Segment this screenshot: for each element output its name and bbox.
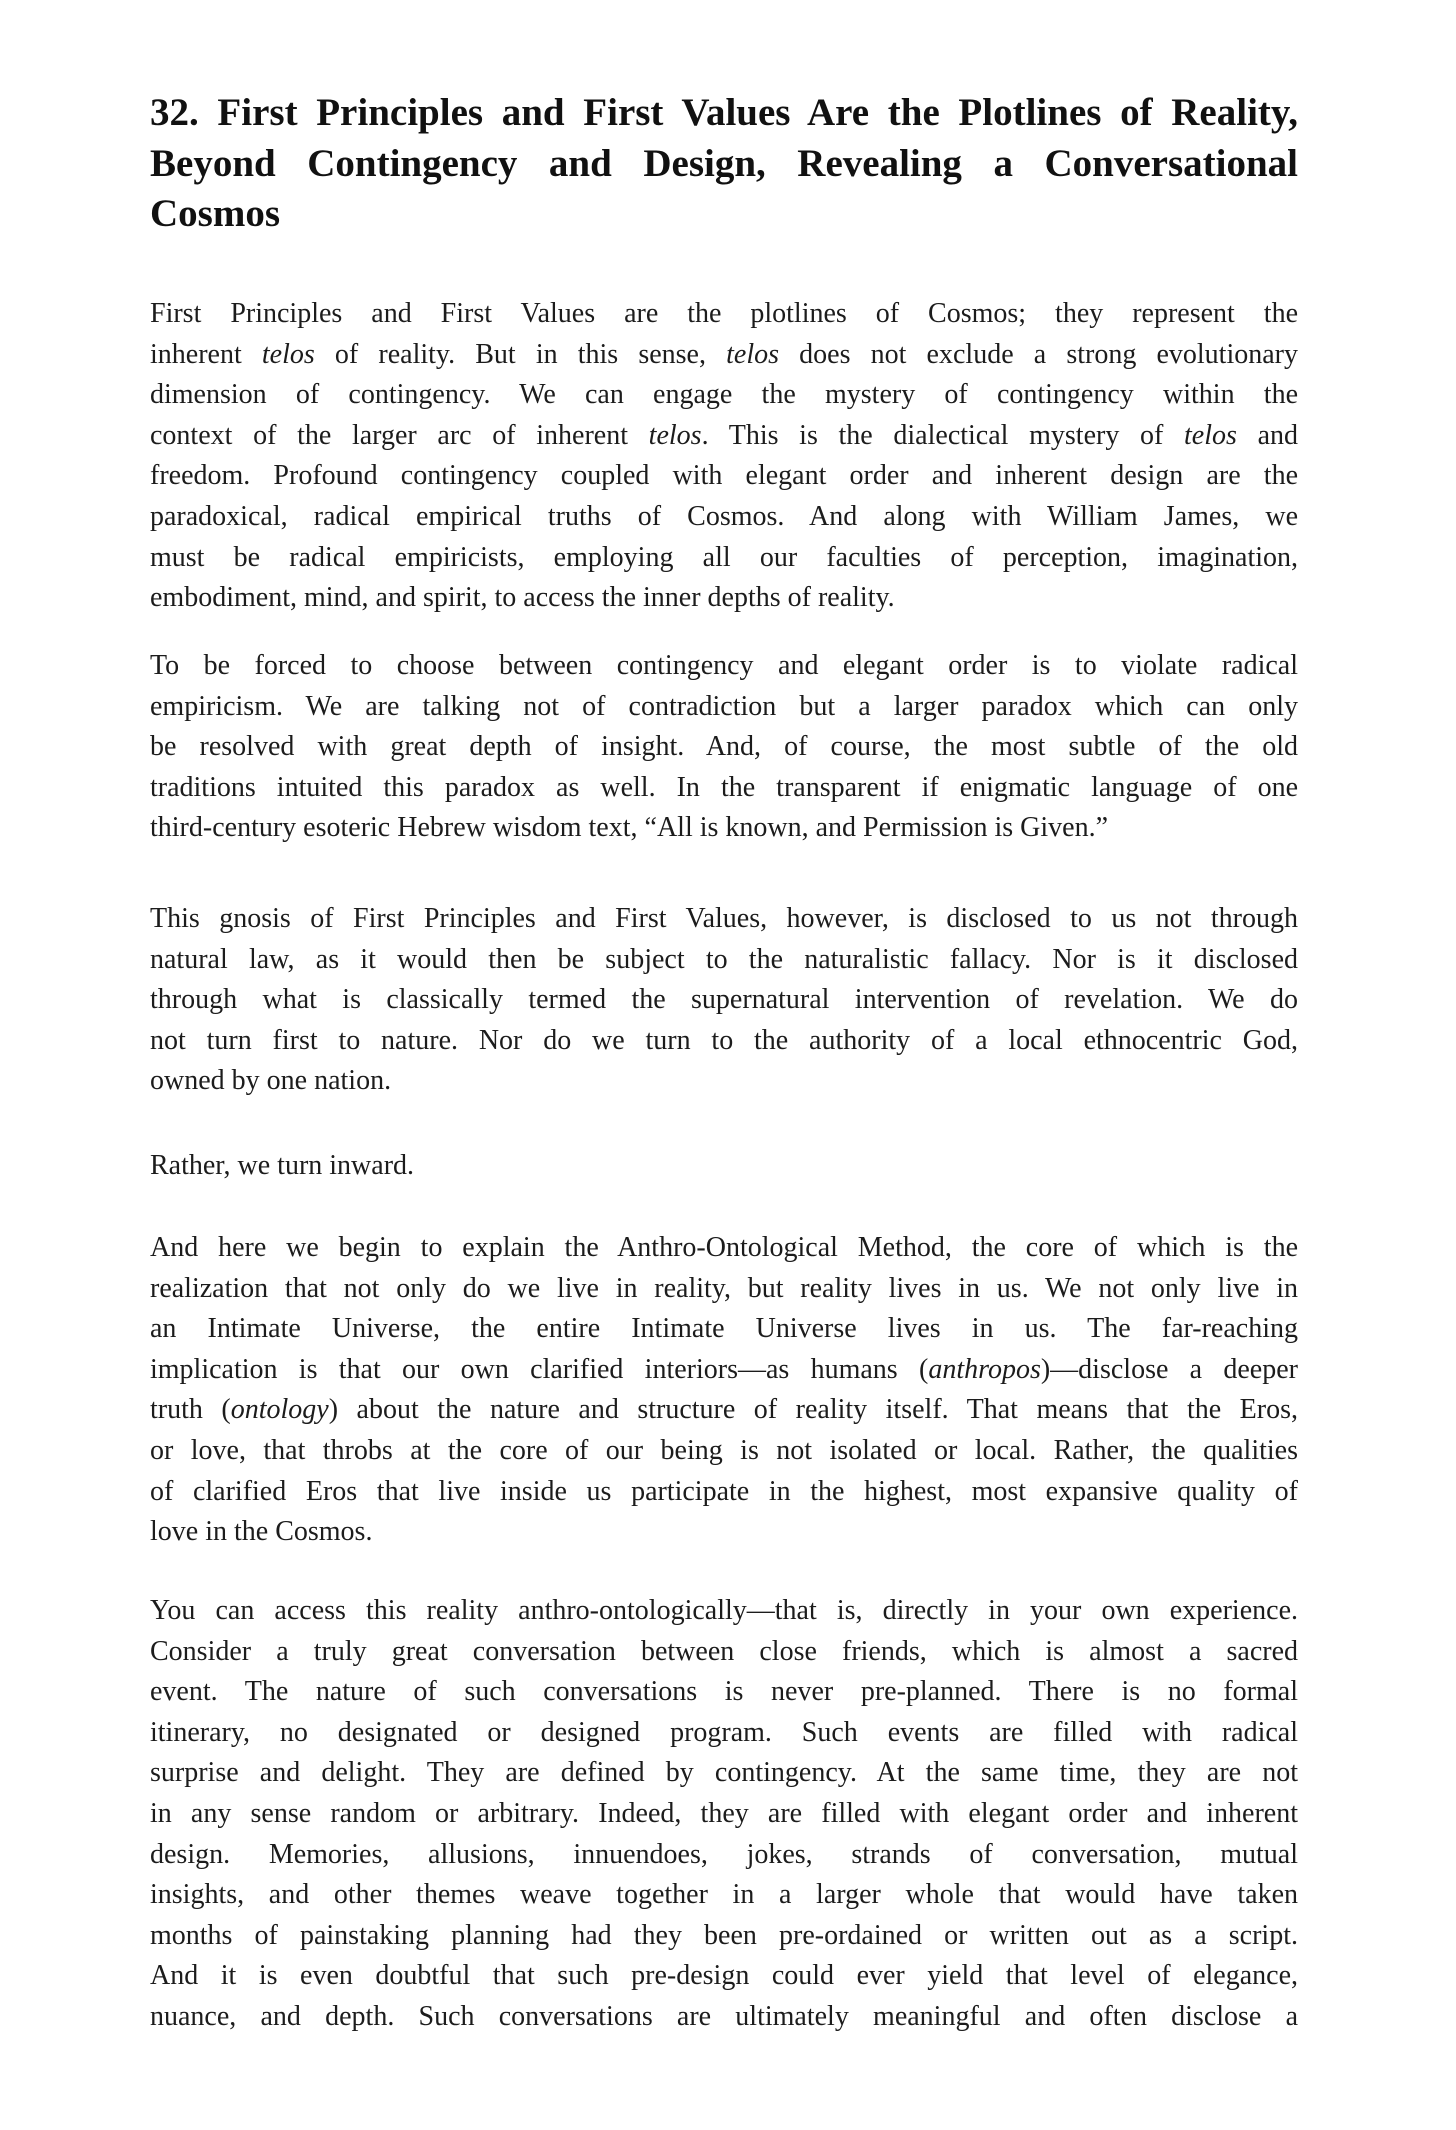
text-line: itinerary, no designated or designed program. Such events are filled with radical — [150, 1716, 1298, 1748]
text-line: nuance, and depth. Such conversations are ultimately meaningful and often disclose a — [150, 2000, 1298, 2032]
text-line: context of the larger arc of inherent telos. This is the dialectical mystery of telos and — [150, 419, 1298, 451]
text-line: event. The nature of such conversations is never pre-planned. There is no formal — [150, 1676, 1298, 1708]
text-line: First Principles and First Values are the plotlines of Cosmos; they represent the — [150, 298, 1298, 329]
paragraph-great-conversation — [150, 1591, 1298, 2038]
paragraph-turn-inward — [150, 1146, 1298, 1187]
text-line: Rather, we turn inward. — [150, 1150, 415, 1181]
text-line: natural law, as it would then be subject to the naturalistic fallacy. Nor is it disclosed — [150, 943, 1298, 975]
text-line: of clarified Eros that live inside us participate in the highest, most expansive quality of — [150, 1475, 1298, 1507]
text-line: not turn first to nature. Nor do we turn to the authority of a local ethnocentric God, — [150, 1024, 1298, 1056]
text-line: To be forced to choose between contingency and elegant order is to violate radical — [150, 650, 1298, 681]
text-line: love in the Cosmos. — [150, 1516, 373, 1548]
text-line: freedom. Profound contingency coupled with elegant order and inherent design are the — [150, 460, 1298, 492]
title-line: 32. First Principles and First Values Are the Plotlines of Reality, — [150, 91, 1298, 134]
paragraph-telos — [150, 294, 1298, 619]
section-title — [150, 88, 1298, 240]
text-line: dimension of contingency. We can engage the mystery of contingency within the — [150, 379, 1298, 411]
text-line: This gnosis of First Principles and First Values, however, is disclosed to us not through — [150, 903, 1298, 934]
paragraph-radical-empiricism — [150, 646, 1298, 849]
text-line: months of painstaking planning had they been pre-ordained or written out as a script. — [150, 1919, 1298, 1951]
text-line: And it is even doubtful that such pre-design could ever yield that level of elegance, — [150, 1960, 1298, 1992]
text-line: an Intimate Universe, the entire Intimate Universe lives in us. The far-reaching — [150, 1313, 1298, 1345]
text-line: You can access this reality anthro-ontologically—that is, directly in your own experience. — [150, 1595, 1298, 1626]
text-line: embodiment, mind, and spirit, to access the inner depths of reality. — [150, 582, 895, 614]
title-line: Beyond Contingency and Design, Revealing a Conversational — [150, 141, 1298, 185]
text-line: traditions intuited this paradox as well. In the transparent if enigmatic language of one — [150, 771, 1298, 803]
text-line: And here we begin to explain the Anthro-Ontological Method, the core of which is the — [150, 1232, 1298, 1263]
text-line: Consider a truly great conversation between close friends, which is almost a sacred — [150, 1635, 1298, 1667]
text-line: third-century esoteric Hebrew wisdom text, “All is known, and Permission is Given.” — [150, 812, 1109, 844]
paragraph-anthro-ontological-method — [150, 1228, 1298, 1553]
text-line: be resolved with great depth of insight. And, of course, the most subtle of the old — [150, 731, 1298, 763]
text-line: truth (ontology) about the nature and structure of reality itself. That means that the Eros, — [150, 1394, 1298, 1426]
text-line: surprise and delight. They are defined by contingency. At the same time, they are not — [150, 1757, 1298, 1789]
title-line: Cosmos — [150, 192, 281, 235]
text-line: design. Memories, allusions, innuendoes, jokes, strands of conversation, mutual — [150, 1838, 1298, 1870]
text-line: in any sense random or arbitrary. Indeed, they are filled with elegant order and inherent — [150, 1797, 1298, 1829]
text-line: must be radical empiricists, employing all our faculties of perception, imagination, — [150, 541, 1298, 573]
text-line: insights, and other themes weave together in a larger whole that would have taken — [150, 1879, 1298, 1911]
text-line: through what is classically termed the supernatural intervention of revelation. We do — [150, 984, 1298, 1016]
text-line: implication is that our own clarified interiors—as humans (anthropos)—disclose a deeper — [150, 1353, 1298, 1385]
text-line: empiricism. We are talking not of contradiction but a larger paradox which can only — [150, 690, 1298, 722]
text-line: realization that not only do we live in reality, but reality lives in us. We not only live in — [150, 1272, 1298, 1304]
text-line: or love, that throbs at the core of our being is not isolated or local. Rather, the qualities — [150, 1434, 1298, 1466]
paragraph-gnosis — [150, 899, 1298, 1102]
text-line: owned by one nation. — [150, 1065, 392, 1097]
text-line: inherent telos of reality. But in this sense, telos does not exclude a strong evolutionary — [150, 338, 1298, 370]
text-line: paradoxical, radical empirical truths of Cosmos. And along with William James, we — [150, 500, 1298, 532]
